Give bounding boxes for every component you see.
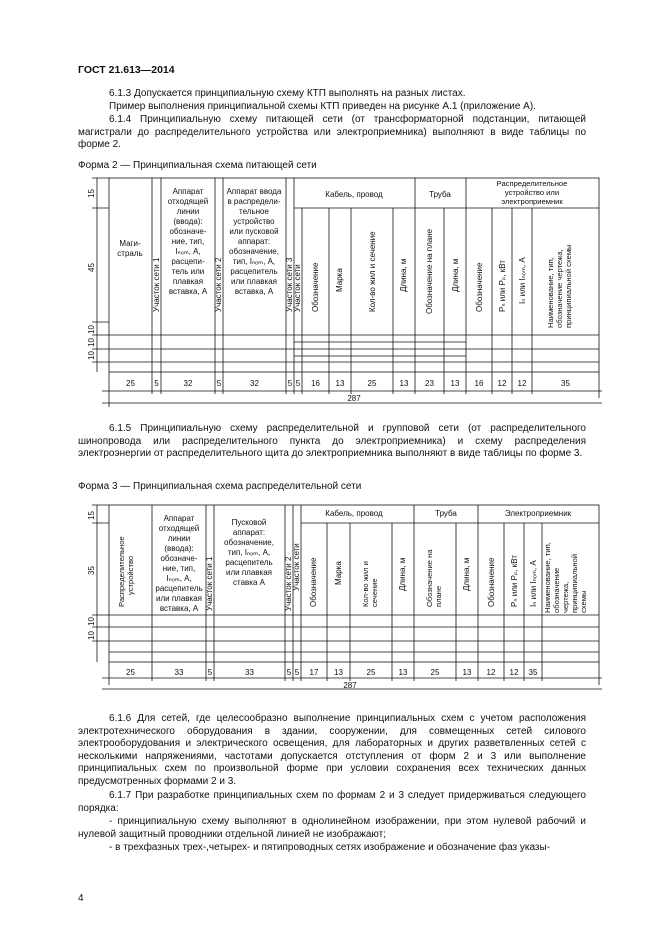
form2-vvoda-line: тип, Iₙₒₘ, А, <box>232 257 276 266</box>
dimension-label: 13 <box>398 668 408 677</box>
form2-vvoda-line: Аппарат ввода <box>226 187 282 196</box>
form3-apparat-line: (ввода): <box>164 544 194 553</box>
paragraph-dash-1: - принципиальную схему выполняют в однолинейном изображении, при этом нулевой рабочий и нулевой защитный проводники отдельной линией не изображают; <box>78 816 586 840</box>
form2-device-group-line: устройство или <box>504 188 560 197</box>
form2-bottom-dims <box>126 379 570 388</box>
form3-apparat-line: обозначе- <box>160 554 198 563</box>
form2-group-device <box>497 179 568 206</box>
dimension-label: 13 <box>399 379 409 388</box>
paragraph-6-1-7: 6.1.7 При разработке принципиальных схем по формам 2 и 3 следует придерживаться следующего порядка: <box>78 790 586 814</box>
dimension-label: 16 <box>474 379 484 388</box>
form3-cable-col-2-line: сечение <box>370 578 379 607</box>
form3-col-uchastok-seti: Участок сети <box>292 543 301 591</box>
form3-col-uchastok2: Участок сети 2 <box>284 556 293 611</box>
form3-device-name-line: Наименование, тип, <box>543 542 552 613</box>
form3-pipe-col-0 <box>425 549 443 607</box>
paragraph-6-1-4: 6.1.4 Принципиальную схему питающей сети (от трансформаторной подстанции, питающей магистрали до распределительного устройства или электроприемника) выполняют в виде таблицы по форме 2. <box>78 114 586 151</box>
form2-pipe-col-1: Длина, м <box>451 258 460 292</box>
form3-apparat-line: ние, тип, <box>162 564 196 573</box>
form2-caption: Форма 2 — Принципиальная схема питающей сети <box>78 160 317 171</box>
form2-cable-col-3: Длина, м <box>399 258 408 292</box>
dimension-label: 32 <box>183 379 193 388</box>
dimension-label: 13 <box>450 379 460 388</box>
form2-cable-col-0: Обозначение <box>311 262 320 312</box>
dimension-label: 5 <box>294 668 300 677</box>
dimension-label: 25 <box>126 668 135 677</box>
form3-apparat-line: отходящей <box>158 524 200 533</box>
dimension-label: 5 <box>295 379 301 388</box>
dimension-label: 35 <box>528 668 538 677</box>
dimension-label: 12 <box>517 379 527 388</box>
dimension-label: 25 <box>367 379 377 388</box>
dimension-label: 5 <box>287 379 293 388</box>
form2-apparat-line: расцепи- <box>171 257 205 266</box>
form2-group-cable: Кабель, провод <box>325 190 383 199</box>
dimension-label: 25 <box>366 668 376 677</box>
form3-col-uchastok1: Участок сети 1 <box>205 556 214 611</box>
dimension-label: 5 <box>286 668 292 677</box>
form2-vvoda-line: в распредели- <box>227 197 281 206</box>
dimension-label: 32 <box>250 379 259 388</box>
dimension-label: 23 <box>425 379 434 388</box>
form2-vvoda-line: обозначение, <box>229 247 279 256</box>
form2-apparat-line: обозначе- <box>169 227 207 236</box>
form2-apparat-line: тель или <box>171 267 205 276</box>
form3-device-col-1: Pₙ или Pₚ, кВт <box>510 554 519 607</box>
form3-apparat-line: расцепитель <box>155 584 203 593</box>
dimension-label: 5 <box>154 379 159 388</box>
form3-left-dim: 10 <box>87 617 96 626</box>
form2-apparat-line: отходящей <box>167 197 209 206</box>
form2-apparat-line: Аппарат <box>172 187 204 196</box>
form2-apparat-line: плавкая <box>172 277 204 286</box>
form2-cable-col-2: Кол-во жил и сечение <box>368 231 377 312</box>
form3-pusk-line: тип, Iₙₒₘ, А, <box>227 548 271 557</box>
form3-group-device: Электроприемник <box>504 509 572 518</box>
form3-col-ru-line1: Распределительное <box>117 536 126 607</box>
form2-total: 287 <box>347 394 361 403</box>
dimension-label: 5 <box>207 668 213 677</box>
form2-vvoda-line: тельное <box>239 207 269 216</box>
form3-table <box>72 495 602 700</box>
form3-pusk-line: обозначение, <box>224 538 274 547</box>
form2-left-dim: 10 <box>87 325 96 334</box>
form2-left-dim: 45 <box>87 263 96 272</box>
form2-group-pipe: Труба <box>429 190 451 199</box>
dimension-label: 5 <box>216 379 222 388</box>
form2-device-group-line: Распределительное <box>496 179 568 188</box>
form3-pipe-col-0-line: плане <box>434 585 443 607</box>
form2-device-name-line: принципиальной схемы <box>564 244 573 328</box>
form2-apparat-line: Iₙₒₘ, А, <box>175 247 201 256</box>
form2-col-magistral: Маги- <box>119 239 141 248</box>
form3-pusk-line: аппарат: <box>232 528 266 537</box>
dimension-label: 12 <box>497 379 507 388</box>
form2-device-col-0: Обозначение <box>475 262 484 312</box>
form3-col-ru-line2: устройство <box>126 555 135 595</box>
page-number: 4 <box>78 893 84 904</box>
svg-text:страль: страль <box>117 249 143 258</box>
form2-apparat-line: линии <box>176 207 200 216</box>
form2-device-group-line: электроприемник <box>501 197 563 206</box>
form3-pusk-line: расцепитель <box>225 558 273 567</box>
form2-col-apparat-vvoda <box>227 187 282 296</box>
form3-apparat-line: Аппарат <box>163 514 195 523</box>
dimension-label: 33 <box>174 668 184 677</box>
form2-left-dim: 10 <box>87 351 96 360</box>
form3-device-col-2: Iₙ или Iₙₒₘ, А <box>529 560 538 607</box>
form2-vvoda-line: вставка, А <box>234 287 274 296</box>
dimension-label: 25 <box>126 379 135 388</box>
form3-cable-col-3: Длина, м <box>398 557 407 591</box>
form2-vvoda-line: или пусковой <box>229 227 279 236</box>
form3-left-dim: 15 <box>87 511 96 520</box>
paragraph-dash-2: - в трехфазных трех-,четырех- и пятипроводных сетях изображение и обозначение фаз указы- <box>109 842 551 853</box>
form3-apparat-line: или плавкая <box>156 594 202 603</box>
form2-apparat-line: (ввода): <box>173 217 203 226</box>
form2-device-name-line: Наименование, тип, <box>546 257 555 328</box>
document-header: ГОСТ 21.613—2014 <box>78 64 175 76</box>
form2-left-dim: 10 <box>87 338 96 347</box>
form3-left-dim: 35 <box>87 566 96 575</box>
form3-device-name-line: схемы <box>579 590 588 613</box>
form3-pipe-col-1: Длина, м <box>462 557 471 591</box>
form3-apparat-line: вставка, А <box>159 604 199 613</box>
dimension-label: 25 <box>430 668 440 677</box>
dimension-label: 13 <box>462 668 472 677</box>
form3-device-col-3 <box>543 542 588 613</box>
form3-group-pipe: Труба <box>435 509 457 518</box>
form2-device-col-1: Pₙ или Pₚ, кВт <box>498 259 507 312</box>
form3-device-col-0: Обозначение <box>487 557 496 607</box>
dimension-label: 13 <box>335 379 345 388</box>
dimension-label: 12 <box>486 668 496 677</box>
form3-apparat-line: Iₙₒₘ, А, <box>166 574 192 583</box>
form2-cable-col-1: Марка <box>335 268 344 292</box>
form2-left-dim: 15 <box>87 189 96 198</box>
dimension-label: 12 <box>509 668 519 677</box>
form2-apparat-line: ние, тип, <box>171 237 205 246</box>
form2-col-uchastok-seti: Участок сети <box>293 264 302 312</box>
paragraph-6-1-3: 6.1.3 Допускается принципиальную схему КТП выполнять на разных листах. <box>109 88 466 99</box>
form2-vvoda-line: расцепитель <box>230 267 278 276</box>
paragraph-6-1-5: 6.1.5 Принципиальную схему распределительной и групповой сети (от распределительного шинопровода или распределительного пункта до электроприемника) и схему распределения электроэнергии от распределительного щита до электроприемника выполняют в виде таблицы по форме 3. <box>78 423 586 460</box>
form3-col-apparat-otkh <box>155 514 202 613</box>
form3-total: 287 <box>343 681 357 690</box>
form3-cable-col-2-line: Кол-во жил и <box>361 561 370 607</box>
form3-pusk-line: или плавкая <box>226 568 272 577</box>
dimension-label: 17 <box>309 668 319 677</box>
form3-caption: Форма 3 — Принципиальная схема распределительной сети <box>78 481 362 492</box>
dimension-label: 33 <box>245 668 254 677</box>
form2-col-uchastok3: Участок сети 3 <box>285 257 294 312</box>
form3-group-cable: Кабель, провод <box>325 509 383 518</box>
form3-cable-col-0: Обозначение <box>309 557 318 607</box>
form2-vvoda-line: устройство <box>233 217 275 226</box>
form3-left-dim: 10 <box>87 631 96 640</box>
form3-cable-col-2 <box>361 561 379 607</box>
form3-device-name-line: чертежа, <box>561 581 570 613</box>
paragraph-example: Пример выполнения принципиальной схемы КТП приведен на рисунке А.1 (приложение А). <box>109 101 536 112</box>
form2-col-uchastok2: Участок сети 2 <box>214 257 223 312</box>
form3-bottom-dims <box>126 668 538 677</box>
form2-col-apparat-otkh <box>168 187 209 296</box>
form2-device-col-2: Iₙ или Iₙₒₘ, А <box>518 257 527 304</box>
form2-col-uchastok1: Участок сети 1 <box>152 257 161 312</box>
form3-pipe-col-0-line: Обозначение на <box>425 549 434 607</box>
form2-table <box>72 172 602 417</box>
form2-vvoda-line: аппарат: <box>237 237 271 246</box>
paragraph-6-1-6: 6.1.6 Для сетей, где целесообразно выполнение принципиальных схем с учетом расположения электротехнического оборудования в здании, сооружении, для совмещенных сетей силового электрооборудования и электрического освещения, для лабораторных и других разветвленных сетей с несколькими напряжениями, частотами допускается отступления от форм 2 и 3 или выполнение принципиальных схем по произвольной форме при условии сохранения всех технических данных предусмотренных формами 2 и 3. <box>78 713 586 787</box>
form2-device-name-line: обозначение чертежа, <box>555 249 564 328</box>
dimension-label: 16 <box>311 379 320 388</box>
dimension-label: 13 <box>334 668 343 677</box>
form2-pipe-col-0: Обозначение на плане <box>425 228 434 314</box>
form3-pusk-line: ставка А <box>233 578 265 587</box>
form3-col-pusk <box>224 518 274 587</box>
form2-apparat-line: вставка, А <box>168 287 208 296</box>
form3-device-name-line: принципиальной <box>570 554 579 613</box>
dimension-label: 35 <box>561 379 570 388</box>
form2-device-col-3 <box>546 244 573 328</box>
form2-vvoda-line: или плавкая <box>231 277 277 286</box>
form3-pusk-line: Пусковой <box>231 518 267 527</box>
form3-device-name-line: обозначение <box>552 567 561 613</box>
form3-cable-col-1: Марка <box>334 561 343 585</box>
form3-apparat-line: линии <box>167 534 191 543</box>
